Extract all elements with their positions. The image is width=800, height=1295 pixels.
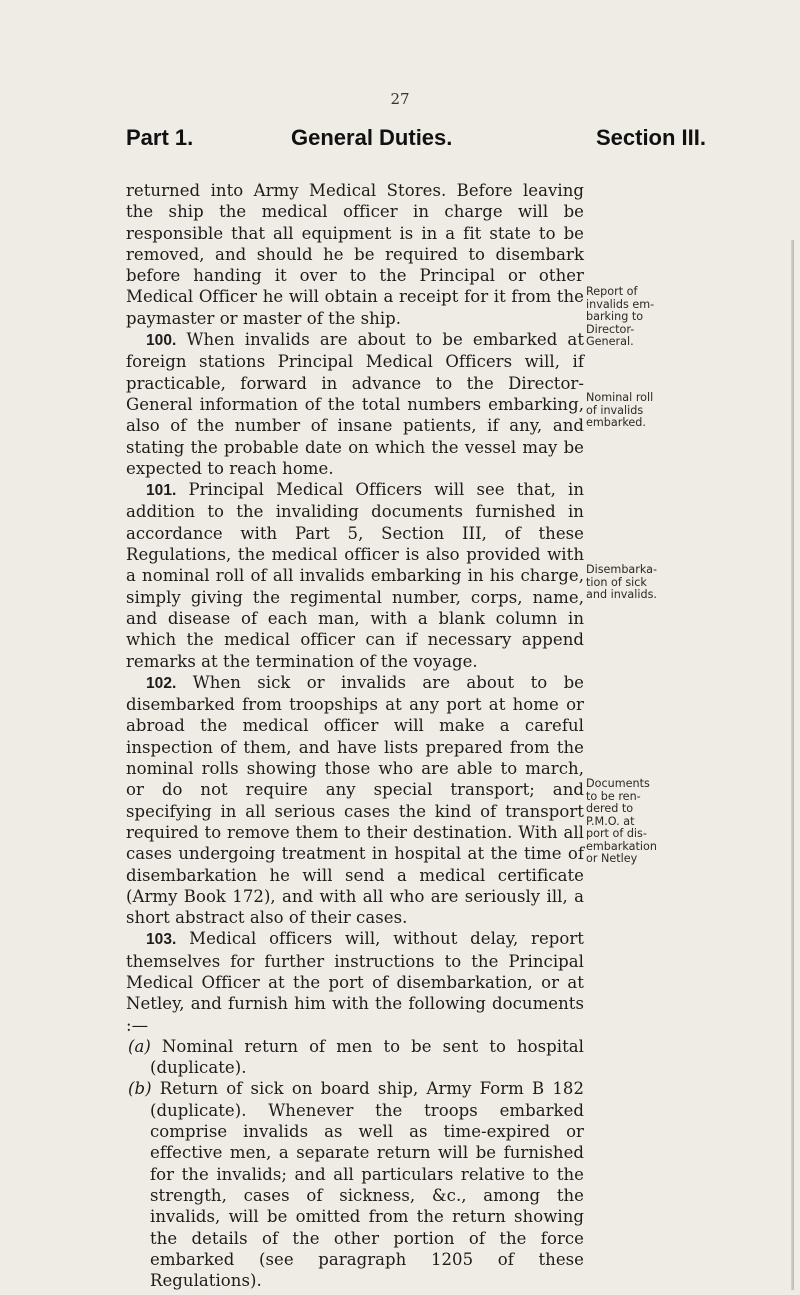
header-title: General Duties. [291, 125, 453, 150]
sub-item-b [126, 1078, 584, 1291]
paragraph-103 [126, 928, 584, 1035]
sub-item-label: (b) [128, 1079, 152, 1099]
header-part: Part 1. [126, 125, 194, 150]
margin-note-line: port of dis- [586, 827, 647, 840]
margin-note-nominal-roll [586, 392, 670, 430]
margin-note-line: barking to [586, 310, 644, 323]
sub-item-text: Nominal return of men to be sent to hospital (duplicate). [150, 1036, 584, 1078]
margin-note-line: P.M.O. at [586, 814, 635, 828]
margin-note-line: and invalids. [586, 588, 657, 601]
margin-note-line: Director- [586, 322, 635, 336]
margin-note-disembarkation [586, 564, 670, 602]
margin-note-line: tion of sick [586, 575, 647, 589]
margin-note-report-of-invalids [586, 286, 670, 349]
opening-paragraph: returned into Army Medical Stores. Before leaving the ship the medical officer in charge will be responsible that all equipment is in a fit state to be removed, and should he be required to disembark before handing it over to the Principal or other Medical Officer he will obtain a receipt for it from the paymaster or master of the ship. [126, 181, 584, 328]
margin-note-line: to be ren- [586, 789, 641, 803]
margin-note-line: embarked. [586, 416, 646, 429]
paragraph-101 [126, 479, 584, 672]
margin-note-line: or Netley [586, 852, 638, 865]
margin-note-line: embarkation [586, 839, 657, 853]
paragraph-text: When invalids are about to be embarked at foreign stations Principal Medical Officers will, if practicable, forward in advance to the Director-General information of the total numbers embarking, also of the number of insane patients, if any, and stating the probable date on which the vessel may be expected to reach home. [126, 330, 584, 478]
page-number: 27 [390, 90, 410, 108]
paragraph-text: Principal Medical Officers will see that, in addition to the invaliding documents furnished in accordance with Part 5, Section III, of these Regulations, the medical officer is also provided with a nominal roll of all invalids embarking in his charge, simply giving the regimental number, corps, name, and disease of each man, with a blank column in which the medical officer can if necessary append remarks at the termination of the voyage. [126, 480, 584, 671]
margin-note-line: invalids em- [586, 297, 655, 311]
margin-note-line: General. [586, 335, 634, 348]
page-edge-shadow [791, 240, 794, 1290]
margin-note-documents [586, 778, 670, 866]
sub-item-text: Return of sick on board ship, Army Form B 182 (duplicate). Whenever the troops embarked comprise invalids as well as time-expired or effective men, a separate return will be furnished for the invalids; and all particulars relative to the strength, cases of sickness, &c., among the invalids, will be omitted from the return showing the details of the other portion of the force embarked (see paragraph 1205 of these Regulations). [150, 1079, 584, 1291]
sub-item-a [126, 1036, 584, 1079]
margin-note-line: Disembarka- [586, 563, 658, 576]
header-section: Section III. [595, 125, 706, 150]
margin-note-line: dered to [586, 802, 634, 815]
paragraph-text: Medical officers will, without delay, report themselves for further instructions to the Principal Medical Officer at the port of disembarkation, or at Netley, and furnish him with the following documents :— [126, 929, 584, 1035]
margin-note-line: of invalids [586, 403, 644, 417]
margin-note-line: Nominal roll [586, 391, 654, 404]
paragraph-number: 101. [146, 482, 177, 500]
running-header [126, 125, 706, 161]
paragraph-100 [126, 329, 584, 479]
paragraph-102 [126, 672, 584, 929]
paragraph-number: 102. [146, 674, 177, 692]
body-text [126, 180, 584, 1291]
sub-item-label: (a) [128, 1036, 151, 1056]
paragraph-number: 100. [146, 332, 177, 350]
paragraph-text: When sick or invalids are about to be disembarked from troopships at any port at home or abroad the medical officer will make a careful inspection of them, and have lists prepared from the nominal rolls showing those who are able to march, or do not require any special transport; and specifying in all serious cases the kind of transport required to remove them to their destination. With all cases undergoing treatment in hospital at the time of disembarkation he will send a medical certificate (Army Book 172), and with all who are seriously ill, a short abstract also of their cases. [126, 672, 584, 928]
paragraph-number: 103. [146, 931, 177, 949]
margin-note-line: Report of [586, 285, 638, 298]
margin-note-line: Documents [586, 777, 650, 790]
